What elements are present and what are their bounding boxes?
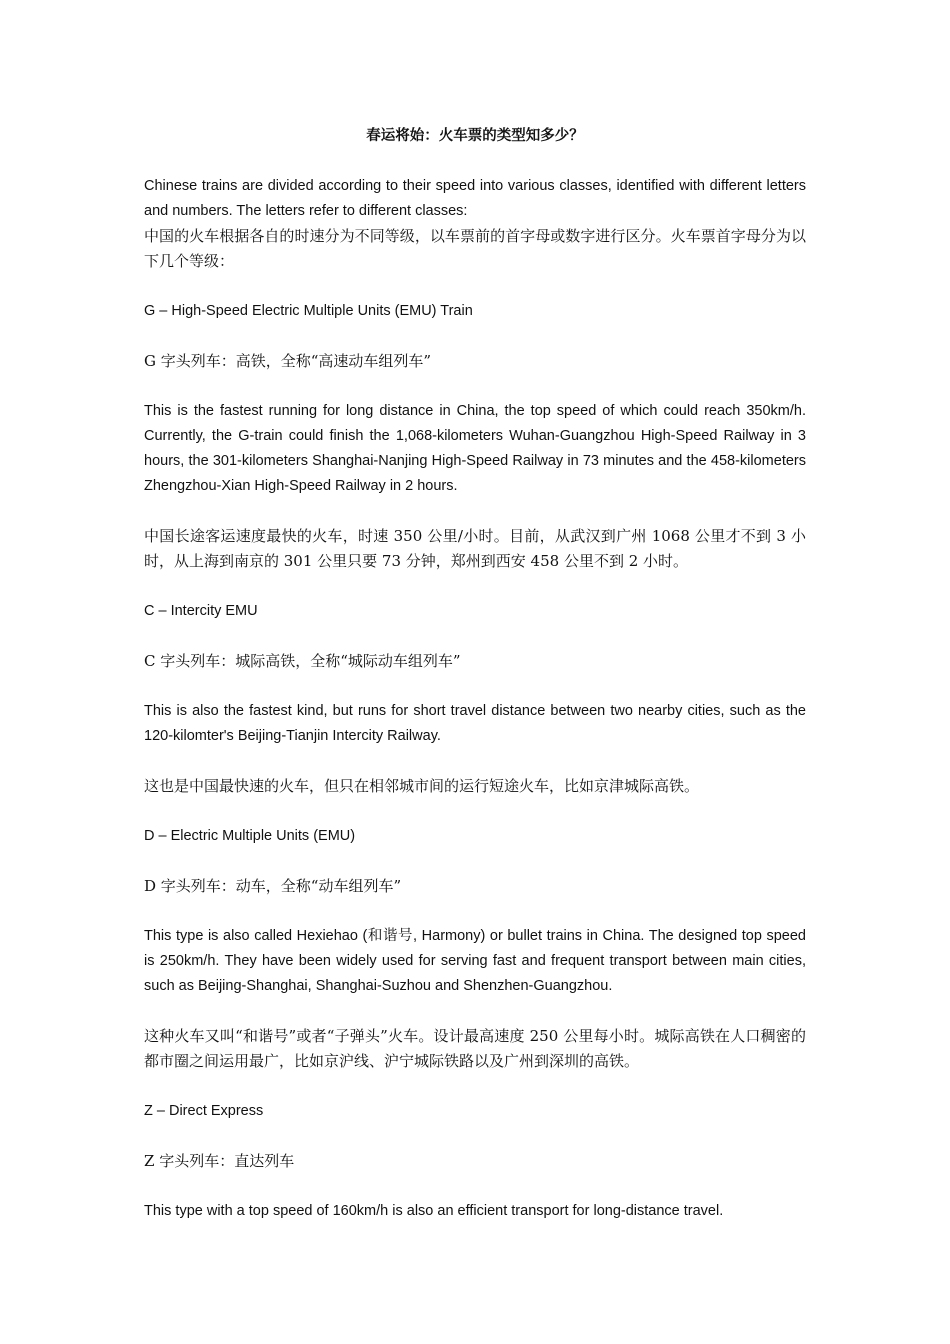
heading-g-train-en: G – High-Speed Electric Multiple Units (EMU) Train [144,303,473,319]
heading-c-train-en: C – Intercity EMU [144,603,258,619]
document-body [144,124,806,1249]
paragraph-intro-en: Chinese trains are divided according to their speed into various classes, identified with different letters and numbers. The letters refer to different classes: [144,178,806,219]
paragraph-c-train-zh: 这也是中国最快速的火车，但只在相邻城市间的运行短途火车，比如京津城际高铁。 [144,777,700,795]
paragraph-d-train-zh: 这种火车又叫“和谐号”或者“子弹头”火车。设计最高速度 250 公里每小时。城际高铁在人口稠密的都市圈之间运用最广，比如京沪线、沪宁城际铁路以及广州到深圳的高铁。 [144,1027,806,1070]
paragraph-g-train-zh: 中国长途客运速度最快的火车，时速 350 公里/小时。目前，从武汉到广州 1068 公里才不到 3 小时，从上海到南京的 301 公里只要 73 分钟，郑州到西安 458 公里不到 2 小时。 [144,527,806,570]
document-title: 春运将始：火车票的类型知多少？ [366,128,584,144]
paragraph-intro-zh: 中国的火车根据各自的时速分为不同等级，以车票前的首字母或数字进行区分。火车票首字母分为以下几个等级： [144,227,806,270]
heading-z-train-en: Z – Direct Express [144,1103,264,1119]
heading-d-train-zh: D 字头列车：动车，全称“动车组列车” [144,877,402,895]
paragraph-z-train-en: This type with a top speed of 160km/h is also an efficient transport for long-distance travel. [144,1203,724,1219]
heading-c-train-zh: C 字头列车：城际高铁，全称“城际动车组列车” [144,652,461,670]
paragraph-g-train-en: This is the fastest running for long distance in China, the top speed of which could reach 350km/h. Currently, the G-train could finish the 1,068-kilometers Wuhan-Guangzhou High-Speed Railway in 3 hours, the 301-kilometers Shanghai-Nanjing High-Speed Railway in 73 minutes and the 458-kilometers Zhengzhou-Xian High-Speed Railway in 2 hours. [144,403,806,494]
heading-d-train-en: D – Electric Multiple Units (EMU) [144,828,356,844]
paragraph-c-train-en: This is also the fastest kind, but runs for short travel distance between two nearby cities, such as the 120-kilomter's Beijing-Tianjin Intercity Railway. [144,703,806,744]
heading-z-train-zh: Z 字头列车：直达列车 [144,1152,295,1170]
heading-g-train-zh: G 字头列车：高铁，全称“高速动车组列车” [144,352,432,370]
paragraph-d-train-en: This type is also called Hexiehao (和谐号, Harmony) or bullet trains in China. The designed top speed is 250km/h. They have been widely used for serving fast and frequent transport between main cities, such as Beijing-Shanghai, Shanghai-Suzhou and Shenzhen-Guangzhou. [144,928,806,994]
